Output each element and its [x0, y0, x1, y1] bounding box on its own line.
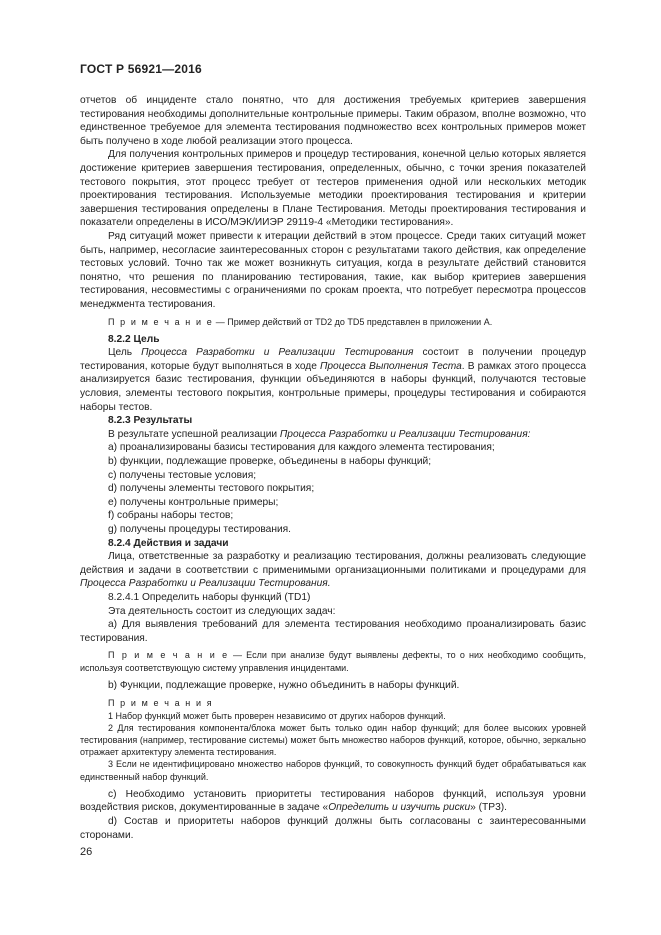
process-name: Процесса Разработки и Реализации Тестирования.: [80, 578, 331, 590]
note-text: — Если при анализе будут выявлены дефекты, то о них необходимо сообщить, используя соответствующую систему управления инцидентами.: [80, 650, 587, 673]
text-run: Лица, ответственные за разработку и реализацию тестирования, должны реализовать следующие действия и задачи в соответствии с применимыми организационными политиками и процедурами для: [80, 551, 586, 576]
result-item-f: f) собраны наборы тестов;: [108, 510, 234, 522]
note-label: П р и м е ч а н и е: [108, 650, 229, 661]
note-defects: [80, 649, 586, 673]
section-8-2-3-title: 8.2.3 Результаты: [108, 415, 193, 427]
task-item-b: b) Функции, подлежащие проверке, нужно объединить в наборы функций.: [108, 679, 460, 691]
note-item-2: 2 Для тестирования компонента/блока может быть только один набор функций; для более высоких уровней тестирования (например, тестирование системы) может быть множество наборов функций, которое, обычно, зеркально отражает архитектуру элемента тестирования.: [80, 722, 586, 758]
task-item-d: d) Состав и приоритеты наборов функций должны быть согласованы с заинтересованными сторонами.: [80, 815, 586, 841]
text-run: Цель: [108, 347, 142, 359]
paragraph-continuation: отчетов об инциденте стало понятно, что для достижения требуемых критериев завершения тестирования необходимы дополнительные контрольные примеры. Таким образом, вполне возможно, что единственное требуемое для элемента тестирования подмножество всех контрольных примеров может быть получено в ходе любой реализации этого процесса.: [80, 95, 586, 147]
section-8-2-2-text: [80, 346, 586, 414]
result-item-e: e) получены контрольные примеры;: [108, 496, 279, 508]
section-8-2-4-title: 8.2.4 Действия и задачи: [108, 537, 229, 549]
text-run: состоит в получении процедур тестирования, которые будут выполняться в ходе: [80, 347, 586, 372]
standard-header: ГОСТ Р 56921—2016: [80, 62, 202, 76]
result-item-d: d) получены элементы тестового покрытия;: [108, 483, 315, 495]
result-item-g: g) получены процедуры тестирования.: [108, 524, 292, 536]
section-8-2-2-title: 8.2.2 Цель: [108, 333, 160, 345]
result-item-a: a) проанализированы базисы тестирования для каждого элемента тестирования;: [108, 442, 495, 454]
text-run: c) Необходимо установить приоритеты тестирования наборов функций, используя уровни воздействия рисков, документированные в задаче «: [80, 788, 586, 814]
task-name: Определить и изучить риски: [328, 802, 471, 814]
note-td-example: [80, 316, 586, 328]
text-run: . В рамках этого процесса анализируется базис тестирования, функции объединяются в наборы функций, получаются тестовые условия, элементы тестового покрытия, контрольные примеры, процедуры тестирования и собираются наборы тестов.: [80, 360, 586, 413]
task-item-a: a) Для выявления требований для элемента тестирования необходимо проанализировать базис тестирования.: [80, 619, 586, 644]
page-number: 26: [80, 846, 93, 858]
note-text: — Пример действий от TD2 до TD5 представлен в приложении А.: [213, 316, 493, 327]
paragraph-iteration: Ряд ситуаций может привести к итерации действий в этом процессе. Среди таких ситуаций может быть, например, несогласие заинтересованных сторон с результатами такого действия, как определение тестовых условий. Точно так же может возникнуть ситуация, когда в результате действий становится понятно, что решения по планированию тестирования, такие, как выбор критериев завершения тестирования, несовместимы с ограничениями по срокам проекта, что потребует пересмотра процессов менеджмента тестирования.: [80, 230, 586, 310]
page-content: [80, 94, 586, 842]
notes-label: П р и м е ч а н и я: [108, 698, 214, 709]
result-item-b: b) функции, подлежащие проверке, объединены в наборы функций;: [108, 456, 432, 468]
result-item-c: c) получены тестовые условия;: [108, 469, 257, 481]
section-8-2-4-text: [80, 550, 586, 591]
note-item-3: 3 Если не идентифицировано множество наборов функций, то совокупность функций будет обрабатываться как единственный набор функций.: [80, 759, 586, 782]
section-8-2-4-1-intro: Эта деятельность состоит из следующих задач:: [108, 605, 336, 617]
paragraph-test-design-methods: Для получения контрольных примеров и процедур тестирования, конечной целью которых является достижение критериев завершения тестирования, определенных, обычно, с точки зрения показателей тестового покрытия, этот процесс требует от тестеров применения одной или нескольких методик проектирования тестирования. Используемые методики проектирования тестирования и критерии завершения тестирования определены в Плане Тестирования. Методы проектирования тестирования и показатели определены в ИСО/МЭК/ИИЭР 29119-4 «Методики тестирования».: [80, 149, 586, 229]
process-name: Процесса Разработки и Реализации Тестирования: [141, 347, 414, 359]
section-8-2-3-intro: [80, 428, 586, 442]
note-label: П р и м е ч а н и е: [108, 316, 214, 327]
process-name: Процесса Выполнения Теста: [319, 360, 462, 372]
section-8-2-4-1-title: 8.2.4.1 Определить наборы функций (TD1): [108, 591, 311, 603]
text-run: » (TP3).: [470, 802, 507, 814]
process-name: Процесса Разработки и Реализации Тестирования:: [279, 428, 531, 440]
note-item-1: 1 Набор функций может быть проверен независимо от других наборов функций.: [108, 710, 446, 721]
text-run: В результате успешной реализации: [108, 428, 280, 440]
task-item-c: [80, 788, 586, 815]
